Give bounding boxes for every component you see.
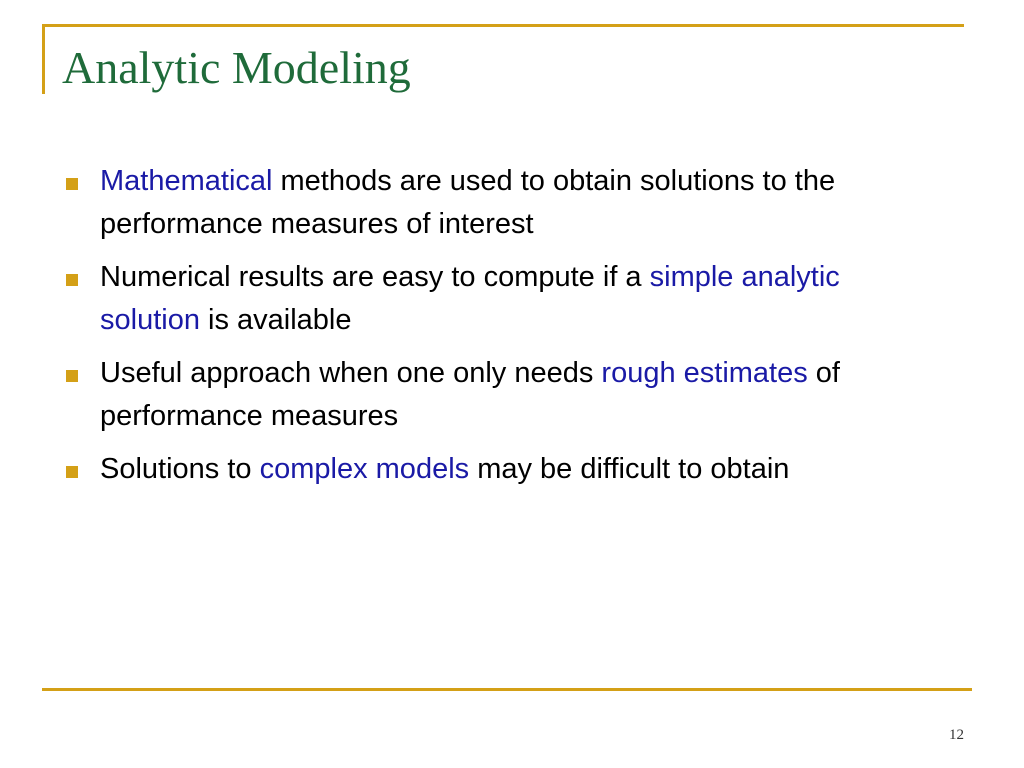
square-bullet-icon [66, 178, 78, 190]
bullet-text: may be difficult to obtain [469, 453, 790, 485]
bullet-item [62, 256, 942, 342]
bullet-text: Useful approach when one only needs [100, 357, 602, 389]
bullet-list [62, 160, 942, 501]
bullet-text: of performance measures [100, 357, 840, 432]
bullet-text: Numerical results are easy to compute if a [100, 261, 650, 293]
footer-accent-rule [42, 688, 972, 691]
bullet-text: is available [199, 304, 352, 336]
bullet-text: Solutions to [100, 453, 260, 485]
top-accent-rule [42, 24, 964, 27]
square-bullet-icon [66, 466, 78, 478]
page-number: 12 [949, 727, 964, 743]
highlight-text: rough estimates [601, 357, 808, 389]
bullet-item [62, 352, 942, 438]
square-bullet-icon [66, 274, 78, 286]
square-bullet-icon [66, 370, 78, 382]
highlight-text: Mathematical [100, 165, 273, 197]
left-accent-rule [42, 26, 45, 94]
bullet-item [62, 160, 942, 246]
bullet-item [62, 448, 942, 491]
slide-title: Analytic Modeling [62, 42, 411, 93]
highlight-text: complex models [259, 453, 470, 485]
bullet-text: methods are used to obtain solutions to the performance measures of interest [100, 165, 836, 240]
highlight-text: simple analytic solution [100, 261, 840, 336]
